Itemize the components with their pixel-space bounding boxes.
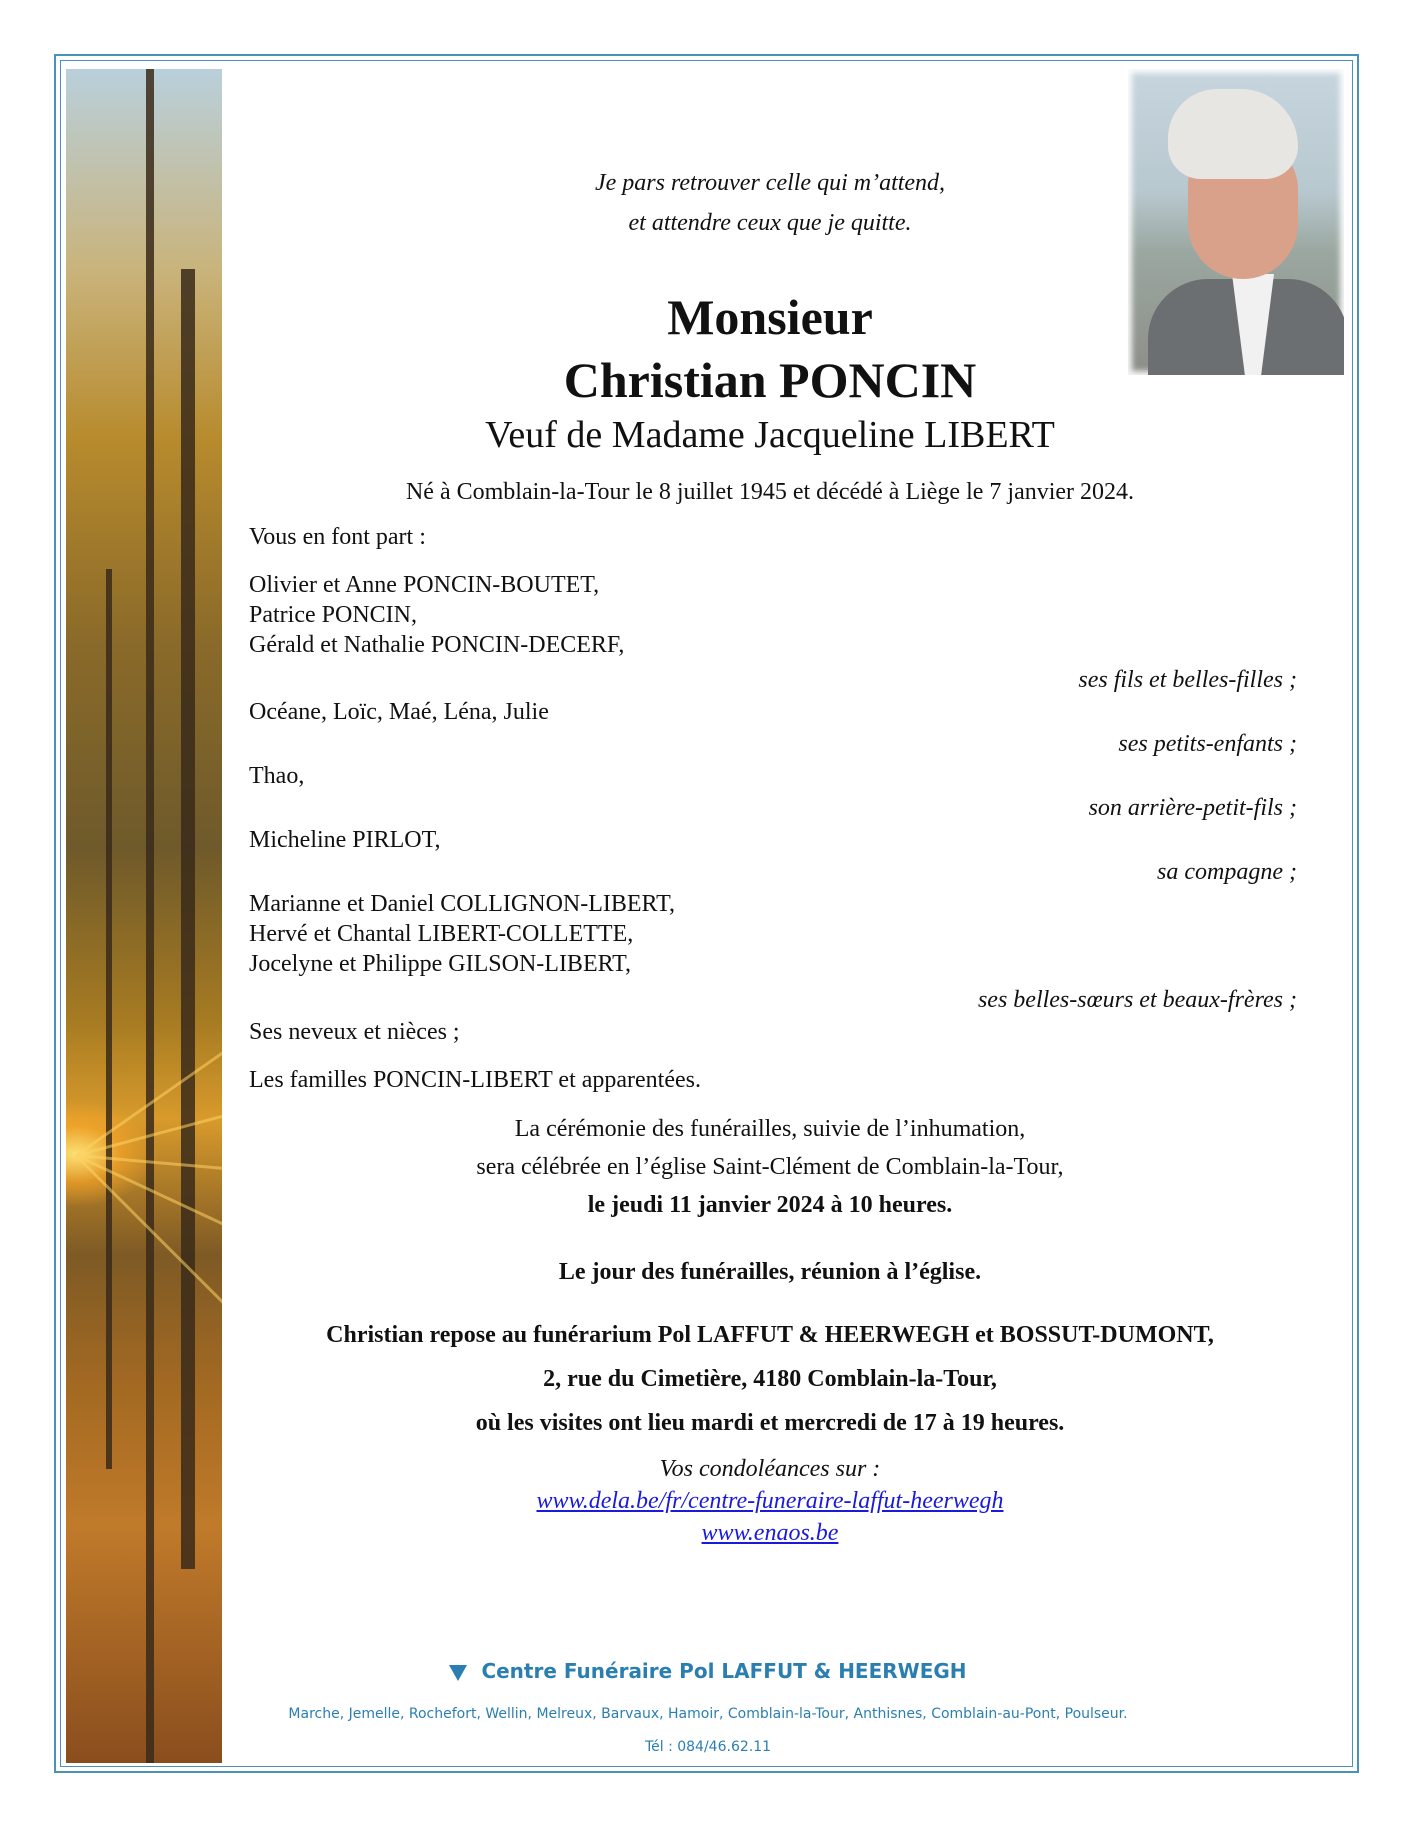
list-item: Patrice PONCIN, [249,602,417,628]
ceremony-block [240,1110,1300,1224]
list-item: Marianne et Daniel COLLIGNON-LIBERT, [249,891,675,917]
quote [240,163,1300,243]
great-grandchild: Thao, [249,763,305,789]
autumn-forest-image [66,69,222,1763]
sons-list [249,570,624,660]
birth-death-line: Né à Comblain-la-Tour le 8 juillet 1945 et décédé à Liège le 7 janvier 2024. [405,479,1135,505]
grandchildren: Océane, Loïc, Maé, Léna, Julie [249,699,549,725]
footer-company-name: Centre Funéraire Pol LAFFUT & HEERWEGH [481,1659,967,1683]
announce-line: Vous en font part : [249,524,426,550]
meeting-line: Le jour des funérailles, réunion à l’église. [558,1259,982,1285]
rest-line-1: Christian repose au funérarium Pol LAFFUT & HEERWEGH et BOSSUT-DUMONT, [326,1322,1214,1348]
footer-phone: Tél : 084/46.62.11 [644,1739,772,1755]
ceremony-line-1: La cérémonie des funérailles, suivie de l’inhumation, [514,1116,1026,1142]
footer-company [0,1659,1416,1683]
rest-line-2: 2, rue du Cimetière, 4180 Comblain-la-Tour, [543,1366,997,1392]
sons-role: ses fils et belles-filles ; [1078,667,1297,693]
list-item: Jocelyne et Philippe GILSON-LIBERT, [249,951,632,977]
ceremony-date: le jeudi 11 janvier 2024 à 10 heures. [587,1192,953,1218]
inlaws-role: ses belles-sœurs et beaux-frères ; [977,987,1297,1013]
companion-role: sa compagne ; [1157,859,1297,885]
honorific: Monsieur [667,289,873,345]
list-item: Hervé et Chantal LIBERT-COLLETTE, [249,921,634,947]
condolences-block [240,1453,1300,1549]
spouse-line: Veuf de Madame Jacqueline LIBERT [485,414,1055,456]
footer-locations: Marche, Jemelle, Rochefort, Wellin, Melreux, Barvaux, Hamoir, Comblain-la-Tour, Anthisnes, Comblain-au-Pont, Poulseur. [288,1706,1128,1722]
funeral-home-block [240,1316,1300,1442]
grandchildren-role: ses petits-enfants ; [1118,731,1297,757]
inlaws-list [249,889,675,979]
ceremony-line-2: sera célébrée en l’église Saint-Clément de Comblain-la-Tour, [476,1154,1064,1180]
companion: Micheline PIRLOT, [249,827,441,853]
rest-line-3: où les visites ont lieu mardi et mercredi de 17 à 19 heures. [475,1410,1065,1436]
condolences-link-enaos[interactable]: www.enaos.be [701,1520,839,1546]
nephews-line: Ses neveux et nièces ; [249,1019,460,1045]
list-item: Gérald et Nathalie PONCIN-DECERF, [249,632,625,658]
triangle-down-icon [449,1665,467,1681]
quote-line-1: Je pars retrouver celle qui m’attend, [594,170,946,196]
quote-line-2: et attendre ceux que je quitte. [628,210,912,236]
condolences-link-dela[interactable]: www.dela.be/fr/centre-funeraire-laffut-heerwegh [536,1488,1004,1514]
list-item: Olivier et Anne PONCIN-BOUTET, [249,572,600,598]
families-line: Les familles PONCIN-LIBERT et apparentées. [249,1067,701,1093]
condolences-label: Vos condoléances sur : [659,1456,881,1482]
deceased-name: Christian PONCIN [563,352,977,408]
great-grandchild-role: son arrière-petit-fils ; [1088,795,1297,821]
